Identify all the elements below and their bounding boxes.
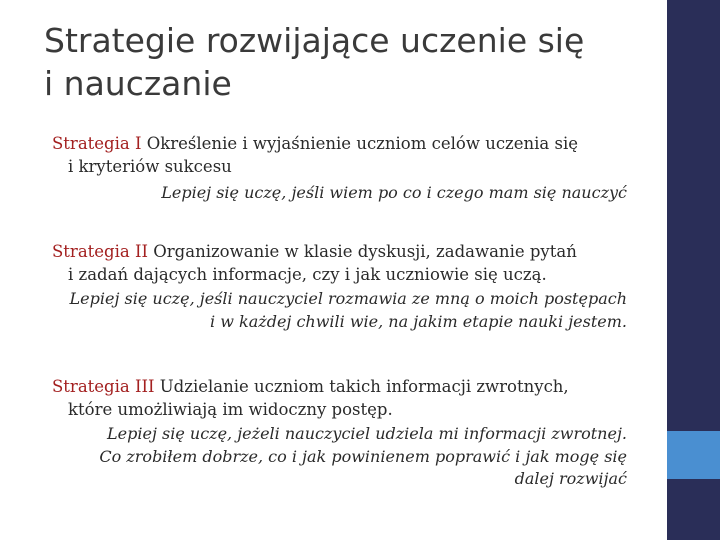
sidebar-decoration	[667, 0, 720, 540]
strategy-description	[52, 375, 652, 421]
strategy-text-line-2: i zadań dających informacje, czy i jak uczniowie się uczą.	[68, 265, 547, 285]
quote-line: Co zrobiłem dobrze, co i jak powinienem poprawić i jak mogę się	[99, 446, 627, 466]
strategy-block-2	[52, 240, 652, 333]
quote-line: i w każdej chwili wie, na jakim etapie nauki jestem.	[210, 311, 627, 331]
strategy-text-line-1: Organizowanie w klasie dyskusji, zadawanie pytań	[153, 242, 577, 261]
strategy-quote	[52, 423, 627, 490]
strategy-name: Strategia I	[52, 134, 142, 153]
strategy-text-line-1: Określenie i wyjaśnienie uczniom celów uczenia się	[146, 134, 579, 153]
quote-line: dalej rozwijać	[514, 468, 627, 488]
quote-line: Lepiej się uczę, jeśli nauczyciel rozmawia ze mną o moich postępach	[69, 289, 627, 309]
strategy-quote	[52, 182, 627, 204]
strategy-description	[52, 240, 652, 286]
strategy-block-3	[52, 375, 652, 490]
strategy-description	[52, 132, 652, 178]
quote-line: Lepiej się uczę, jeżeli nauczyciel udziela mi informacji zwrotnej.	[107, 424, 627, 444]
strategy-text-line-1: Udzielanie uczniom takich informacji zwrotnych,	[159, 377, 569, 396]
strategy-name: Strategia II	[52, 242, 149, 261]
sidebar-accent-block	[667, 431, 720, 479]
slide-title	[44, 20, 654, 106]
strategy-text-line-2: które umożliwiają im widoczny postęp.	[68, 400, 393, 420]
quote-line: Lepiej się uczę, jeśli wiem po co i czego mam się nauczyć	[161, 183, 627, 203]
title-line-2: i nauczanie	[44, 63, 232, 103]
strategy-block-1	[52, 132, 652, 205]
title-line-1: Strategie rozwijające uczenie się	[44, 21, 585, 60]
strategy-quote	[52, 288, 627, 333]
strategy-name: Strategia III	[52, 377, 155, 396]
strategy-text-line-2: i kryteriów sukcesu	[68, 157, 232, 177]
